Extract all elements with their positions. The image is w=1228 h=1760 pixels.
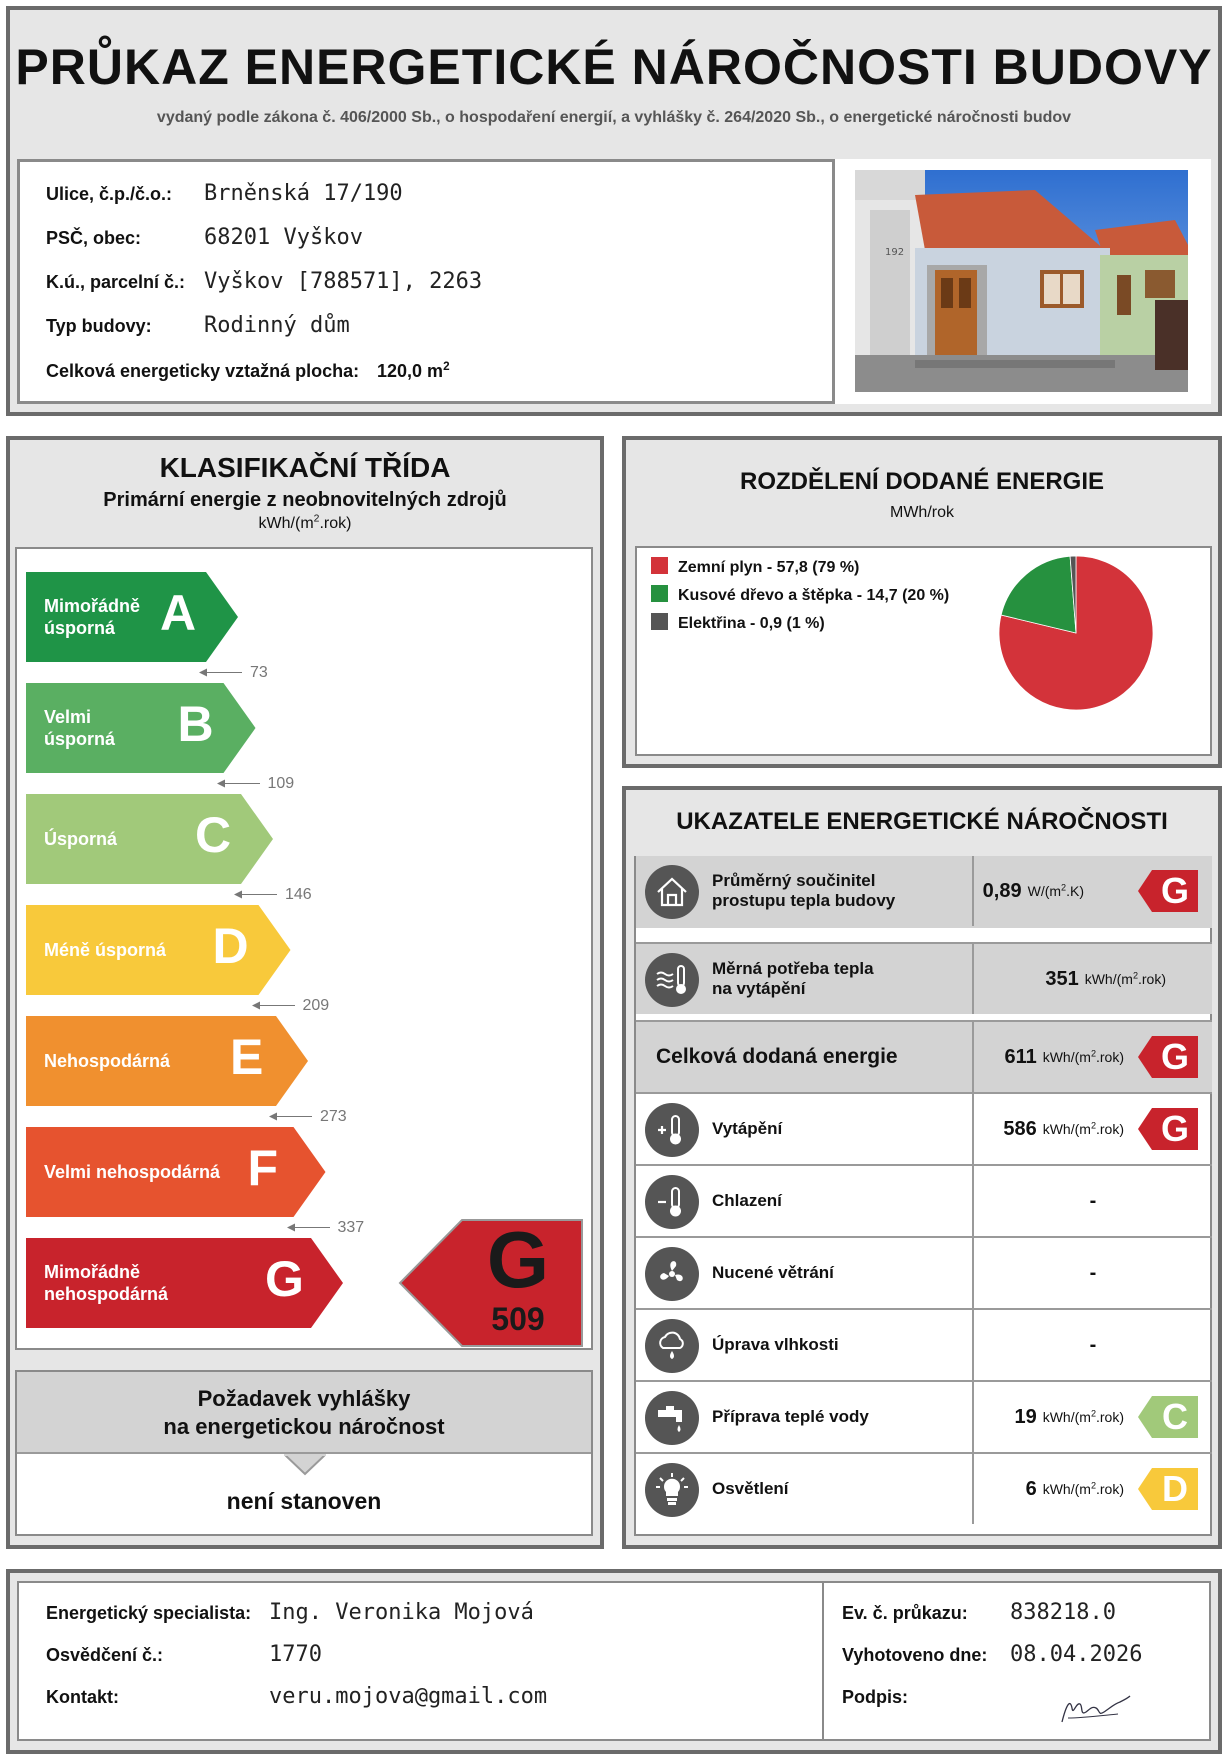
indicator-name: Osvětlení	[712, 1479, 789, 1498]
evidence-number-label: Ev. č. průkazu:	[842, 1603, 968, 1623]
indicator-value: 351 kWh/$(m^2.rok)$	[1045, 967, 1166, 990]
indicator-value: 611 kWh/$(m^2.rok)$	[1004, 1045, 1124, 1068]
legend-swatch	[651, 613, 668, 630]
energy-split-title: ROZDĚLENÍ DODANÉ ENERGIE	[739, 468, 1105, 495]
indicator-name: Průměrný součinitel	[712, 871, 876, 890]
indicator-name: Chlazení	[712, 1191, 782, 1210]
date-label: Vyhotoveno dne:	[842, 1645, 988, 1665]
signature	[1058, 1688, 1134, 1728]
heating-thermometer-icon	[645, 1103, 699, 1157]
street-value: Brněnská 17/190	[204, 181, 403, 206]
indicator-value: -	[1089, 1333, 1097, 1356]
class-bar-label: Velmi nehospodárná	[44, 1162, 221, 1182]
specialist-value: Ing. Veronika Mojová	[269, 1600, 534, 1625]
zip-label: PSČ, obec:	[46, 228, 142, 248]
class-bar-d	[26, 905, 291, 995]
class-bar-letter: E	[230, 1029, 264, 1085]
indicator-badge: D	[1138, 1468, 1198, 1510]
indicator-row-lighting	[636, 1452, 1212, 1524]
requirement-value: není stanoven	[226, 1488, 382, 1514]
area-label: Celková energeticky vztažná plocha:	[46, 361, 360, 381]
class-limit-337: 337	[288, 1219, 365, 1237]
indicator-name-2: na vytápění	[712, 979, 806, 998]
class-limit-209: 209	[253, 997, 330, 1015]
legend-item-wood: Kusové dřevo a štěpka - 14,7 (20 %)	[651, 585, 949, 605]
class-bar-letter: F	[247, 1140, 279, 1196]
requirement-pointer	[284, 1454, 326, 1476]
zip-value: 68201 Vyškov	[204, 225, 363, 250]
class-bar-label: Úsporná	[44, 829, 118, 849]
certificate-label: Osvědčení č.:	[46, 1645, 164, 1665]
water-tap-icon	[645, 1391, 699, 1445]
energy-pie-chart	[996, 553, 1156, 713]
area-value: 120,0 $m^2$	[377, 360, 450, 381]
cadastre-label: K.ú., parcelní č.:	[46, 272, 186, 292]
class-bar-letter: B	[177, 696, 214, 752]
fan-icon	[645, 1247, 699, 1301]
class-bar-letter: G	[265, 1251, 304, 1307]
indicator-value: 6 kWh/$(m^2.rok)$	[1025, 1477, 1124, 1500]
indicator-name: Příprava teplé vody	[712, 1407, 869, 1426]
indicator-badge: G	[1138, 1036, 1198, 1078]
result-class-letter: G	[486, 1215, 550, 1304]
indicator-row-humidity	[636, 1308, 1212, 1380]
indicator-name: Měrná potřeba tepla	[712, 959, 874, 978]
page-title: PRŮKAZ ENERGETICKÉ NÁROČNOSTI BUDOVY	[15, 39, 1213, 95]
light-bulb-icon	[645, 1463, 699, 1517]
footer-divider	[822, 1583, 824, 1739]
class-bar-letter: A	[160, 585, 197, 641]
cooling-thermometer-icon	[645, 1175, 699, 1229]
indicator-badge: G	[1138, 870, 1198, 912]
legend-item-electricity: Elektřina - 0,9 (1 %)	[651, 613, 825, 633]
indicator-value: 0,89 $W/(m^2.K)$	[982, 879, 1084, 902]
classification-title: KLASIFIKAČNÍ TŘÍDA	[159, 452, 451, 483]
date-value: 08.04.2026	[1010, 1642, 1143, 1667]
indicator-value: -	[1089, 1261, 1097, 1284]
indicator-row-cooling	[636, 1164, 1212, 1236]
indicator-name: Úprava vlhkosti	[712, 1335, 839, 1354]
classification-unit: kWh/$(m^2.rok)$	[258, 513, 352, 532]
class-bar-c	[26, 794, 273, 884]
humidity-icon	[645, 1319, 699, 1373]
indicator-name-2: prostupu tepla budovy	[712, 891, 896, 910]
contact-label: Kontakt:	[46, 1687, 119, 1707]
indicator-row-ventilation	[636, 1236, 1212, 1308]
indicators-title: UKAZATELE ENERGETICKÉ NÁROČNOSTI	[676, 808, 1168, 835]
contact-value[interactable]: veru.mojova@gmail.com	[269, 1684, 548, 1709]
indicator-badge: C	[1138, 1396, 1198, 1438]
class-limit-146: 146	[235, 886, 312, 904]
class-bar-label: Méně úsporná	[44, 940, 167, 960]
class-bar-g	[26, 1238, 343, 1328]
specialist-label: Energetický specialista:	[46, 1603, 252, 1623]
indicator-value: 19 kWh/$(m^2.rok)$	[1014, 1405, 1124, 1428]
indicator-row-u-value	[636, 856, 1212, 928]
indicator-name: Celková dodaná energie	[656, 1045, 898, 1068]
indicator-name: Vytápění	[712, 1119, 783, 1138]
indicator-row-heating	[636, 1092, 1212, 1164]
energy-split-unit: MWh/rok	[890, 504, 954, 521]
indicator-name: Nucené větrání	[712, 1263, 834, 1282]
indicator-value: -	[1089, 1189, 1097, 1212]
indicator-row-hot-water	[636, 1380, 1212, 1452]
class-bar-letter: C	[195, 807, 232, 863]
evidence-number-value: 838218.0	[1010, 1600, 1116, 1625]
class-bar-e	[26, 1016, 308, 1106]
class-bar-label: Mimořádně nehospodárná	[44, 1262, 169, 1304]
building-type-value: Rodinný dům	[204, 313, 350, 338]
svg-text:192: 192	[885, 247, 905, 258]
class-bar-label: Mimořádně úsporná	[44, 596, 141, 638]
legend-swatch	[651, 585, 668, 602]
class-bar-b	[26, 683, 256, 773]
class-bar-letter: D	[212, 918, 249, 974]
class-limit-73: 73	[200, 664, 268, 682]
building-photo	[855, 170, 1188, 392]
class-bar-f	[26, 1127, 326, 1217]
class-bar-label: Velmi úsporná	[44, 707, 116, 749]
legend-item-gas: Zemní plyn - 57,8 (79 %)	[651, 557, 859, 577]
house-icon	[645, 865, 699, 919]
indicator-row-heat-demand	[636, 942, 1212, 1014]
class-bar-label: Nehospodárná	[44, 1051, 171, 1071]
class-limit-273: 273	[270, 1108, 347, 1126]
result-class-value: 509	[491, 1301, 545, 1337]
heat-demand-icon	[645, 953, 699, 1007]
indicator-row-total-energy	[636, 1020, 1212, 1092]
legend-swatch	[651, 557, 668, 574]
class-limit-109: 109	[218, 775, 295, 793]
indicator-value: 586 kWh/$(m^2.rok)$	[1003, 1117, 1124, 1140]
building-type-label: Typ budovy:	[46, 316, 152, 336]
classification-subtitle: Primární energie z neobnovitelných zdrojů	[103, 489, 507, 511]
cadastre-value: Vyškov [788571], 2263	[204, 269, 483, 294]
page-subtitle: vydaný podle zákona č. 406/2000 Sb., o hospodaření energií, a vyhlášky č. 264/2020 Sb., o energetické náročnosti budov	[156, 109, 1072, 126]
requirement-title: Požadavek vyhlášky na energetickou náročnost	[163, 1386, 445, 1439]
indicator-badge: G	[1138, 1108, 1198, 1150]
certificate-value: 1770	[269, 1642, 322, 1667]
signature-label: Podpis:	[842, 1687, 908, 1707]
class-bar-a	[26, 572, 238, 662]
street-label: Ulice, č.p./č.o.:	[46, 184, 173, 204]
